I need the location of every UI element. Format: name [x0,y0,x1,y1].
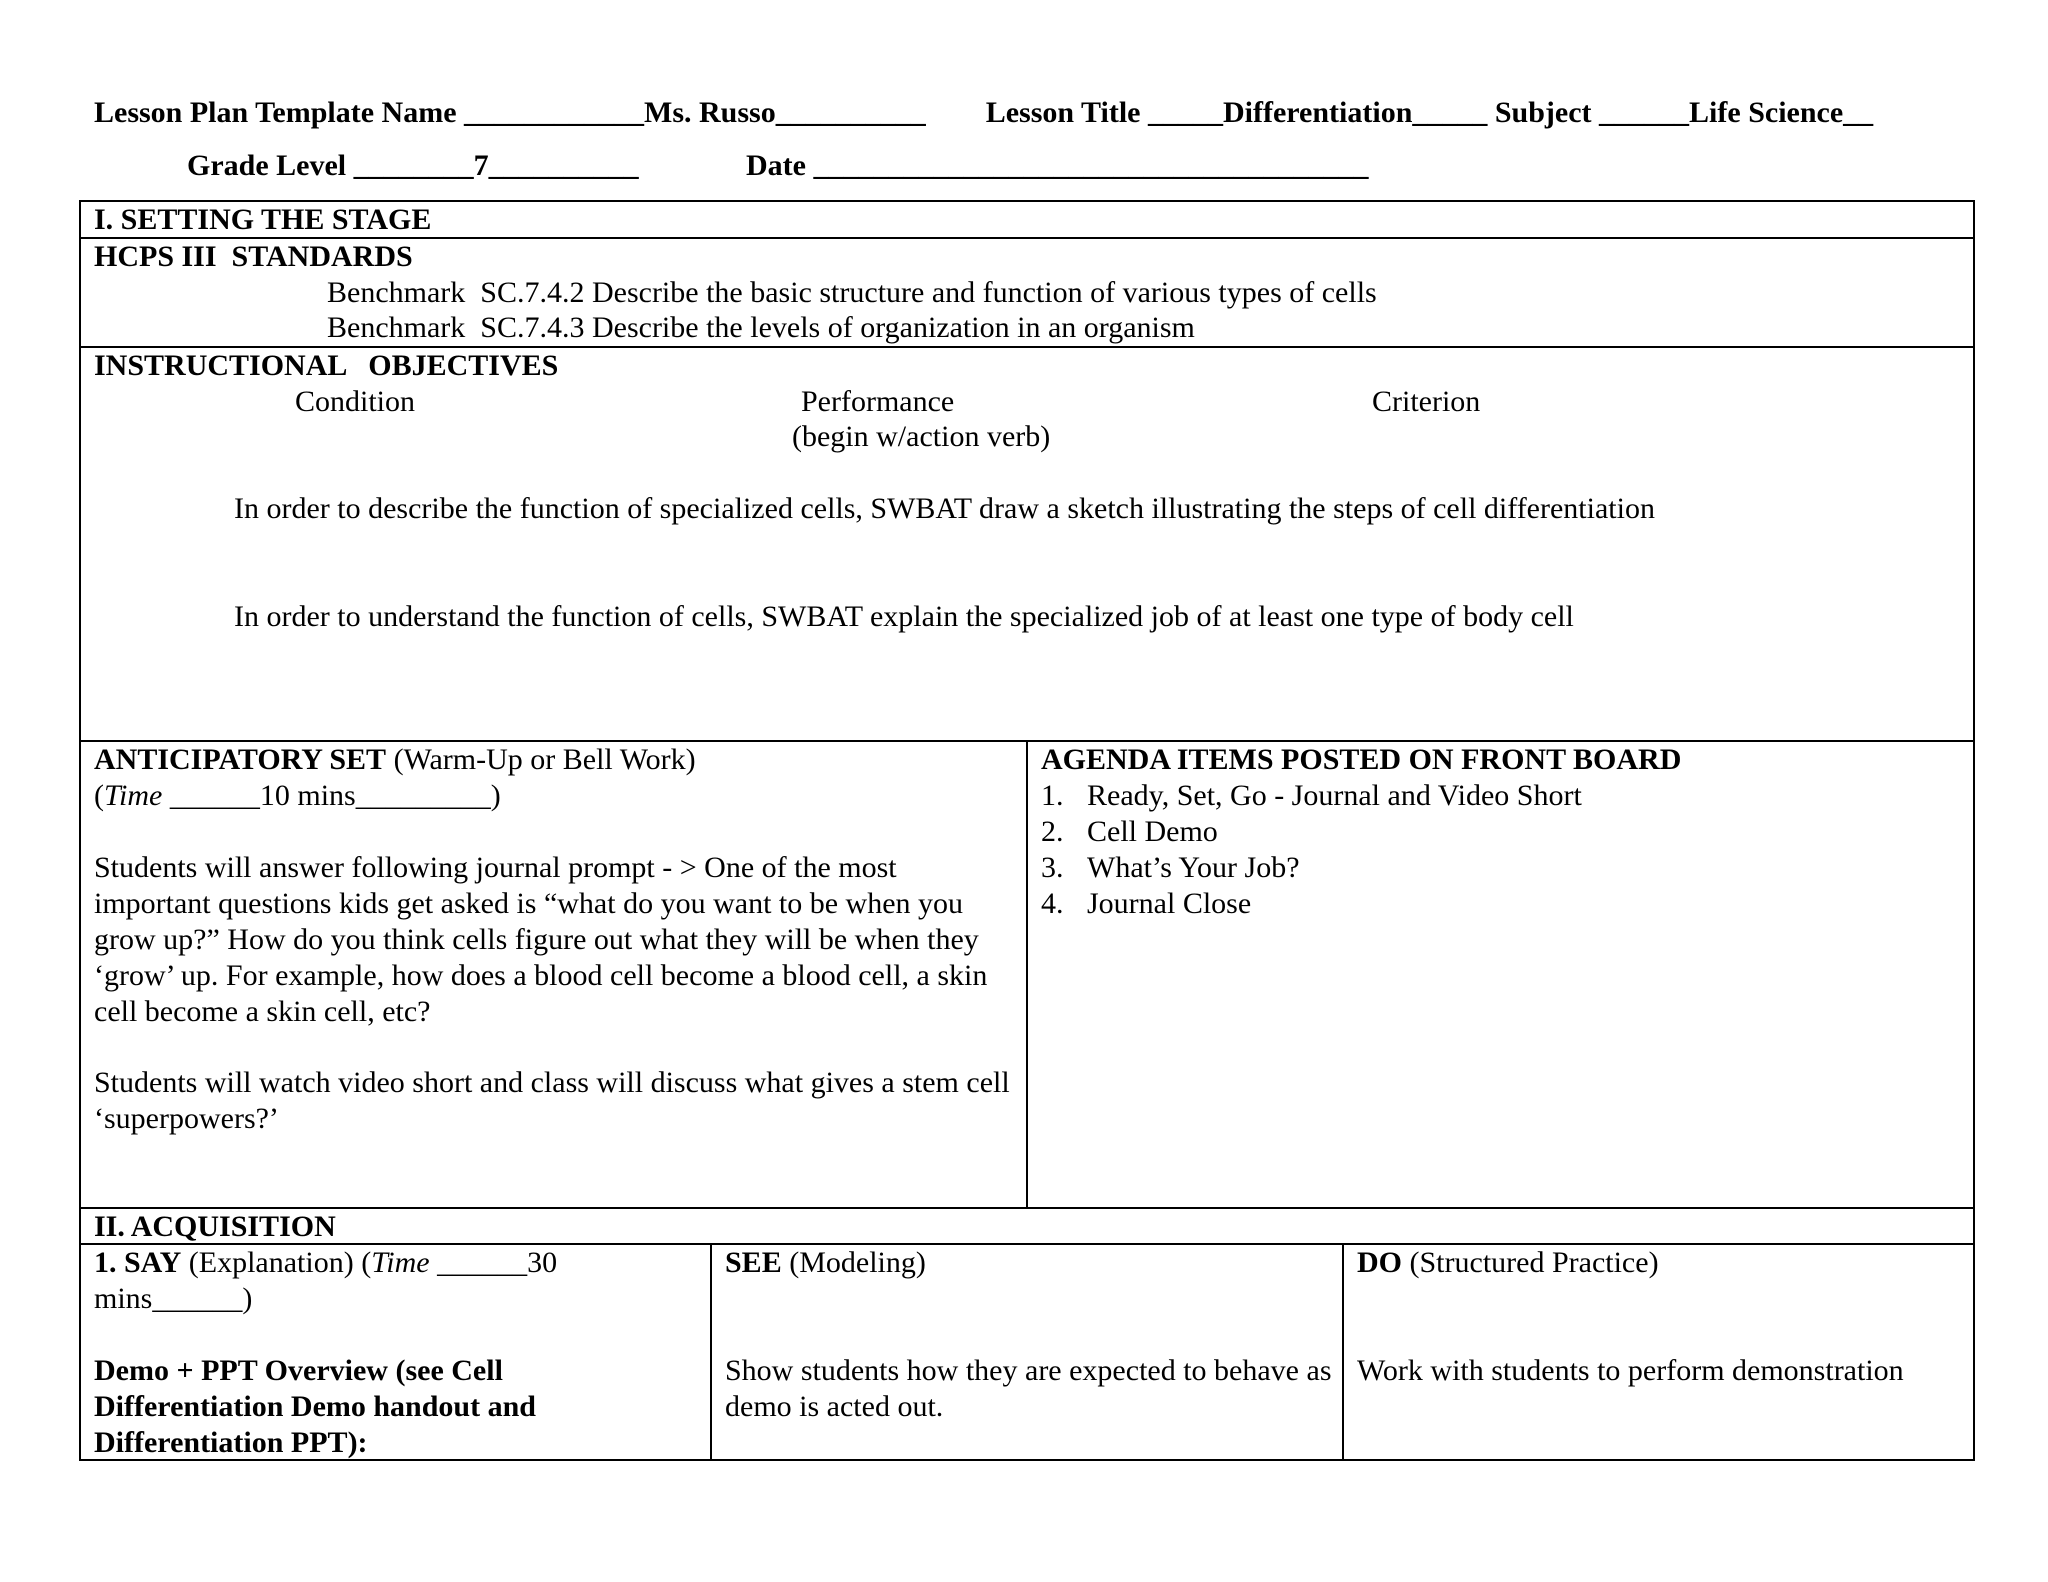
agenda-item [1041,886,1961,922]
say-heading [94,1245,557,1281]
divider [710,1243,712,1461]
say-time-label: Time [371,1246,430,1279]
condition-heading: Condition [295,385,416,418]
standards-title: HCPS III STANDARDS [94,240,413,273]
agenda-item-label: Ready, Set, Go - Journal and Video Short [1087,779,1582,812]
agenda-item-label: Journal Close [1087,887,1252,920]
do-body: Work with students to perform demonstration [1357,1354,1904,1387]
performance-heading: Performance [801,385,955,418]
agenda-item-number: 1. [1041,779,1064,812]
lesson-header-line: Lesson Plan Template Name ____________Ms. Russo__________ Lesson Title _____Differentiation_____ Subject ______Life Science__ [94,96,1874,129]
agenda-list [1041,778,1961,922]
divider [1026,740,1028,1209]
time-value: ______10 mins_________) [162,779,501,812]
see-title: SEE [725,1246,782,1279]
say-time-line2: mins______) [94,1282,253,1315]
criterion-heading: Criterion [1372,385,1481,418]
do-subtitle: (Structured Practice) [1402,1246,1659,1279]
anticipatory-subtitle: (Warm-Up or Bell Work) [386,743,696,776]
performance-note: (begin w/action verb) [792,420,1051,453]
benchmark-1: Benchmark SC.7.4.2 Describe the basic structure and function of various types of cells [327,276,1377,309]
do-title: DO [1357,1246,1402,1279]
acquisition-title: II. ACQUISITION [94,1210,336,1243]
do-heading [1357,1245,1659,1281]
anticipatory-heading [94,742,696,778]
anticipatory-time [94,778,501,814]
say-subtitle: (Explanation) ( [181,1246,372,1279]
see-body: Show students how they are expected to behave as demo is acted out. [725,1354,1332,1423]
anticipatory-paragraph-2: Students will watch video short and class will discuss what gives a stem cell ‘superpowers?’ [94,1066,1010,1135]
time-open: ( [94,779,104,812]
benchmark-2: Benchmark SC.7.4.3 Describe the levels of organization in an organism [327,311,1195,344]
grade-level-line: Grade Level ________7__________ [187,149,639,182]
say-body: Demo + PPT Overview (see Cell Differentiation Demo handout and Differentiation PPT): [94,1354,536,1459]
objectives-title: INSTRUCTIONAL OBJECTIVES [94,349,559,382]
objective-2: In order to understand the function of cells, SWBAT explain the specialized job of at least one type of body cell [234,600,1574,633]
agenda-item-number: 4. [1041,887,1064,920]
anticipatory-title: ANTICIPATORY SET [94,743,387,776]
see-subtitle: (Modeling) [781,1246,926,1279]
say-time-value: ______30 [429,1246,558,1279]
anticipatory-paragraph-1: Students will answer following journal prompt - > One of the most important questions kids get asked is “what do you want to be when you grow up?” How do you think cells figure out what they will be when they ‘grow’ up. For example, how does a blood cell become a blood cell, a skin cell become a skin cell, etc? [94,851,988,1028]
agenda-item-label: What’s Your Job? [1087,851,1300,884]
objective-1: In order to describe the function of specialized cells, SWBAT draw a sketch illustrating the steps of cell differentiation [234,492,1655,525]
date-line: Date _____________________________________ [746,149,1369,182]
agenda-item [1041,778,1961,814]
see-heading [725,1245,926,1281]
setting-stage-title: I. SETTING THE STAGE [94,203,432,236]
agenda-title: AGENDA ITEMS POSTED ON FRONT BOARD [1041,743,1682,776]
time-label: Time [104,779,163,812]
agenda-item [1041,850,1961,886]
agenda-item-label: Cell Demo [1087,815,1218,848]
say-title: 1. SAY [94,1246,182,1279]
agenda-item [1041,814,1961,850]
divider [1342,1243,1344,1461]
agenda-item-number: 3. [1041,851,1064,884]
agenda-item-number: 2. [1041,815,1064,848]
